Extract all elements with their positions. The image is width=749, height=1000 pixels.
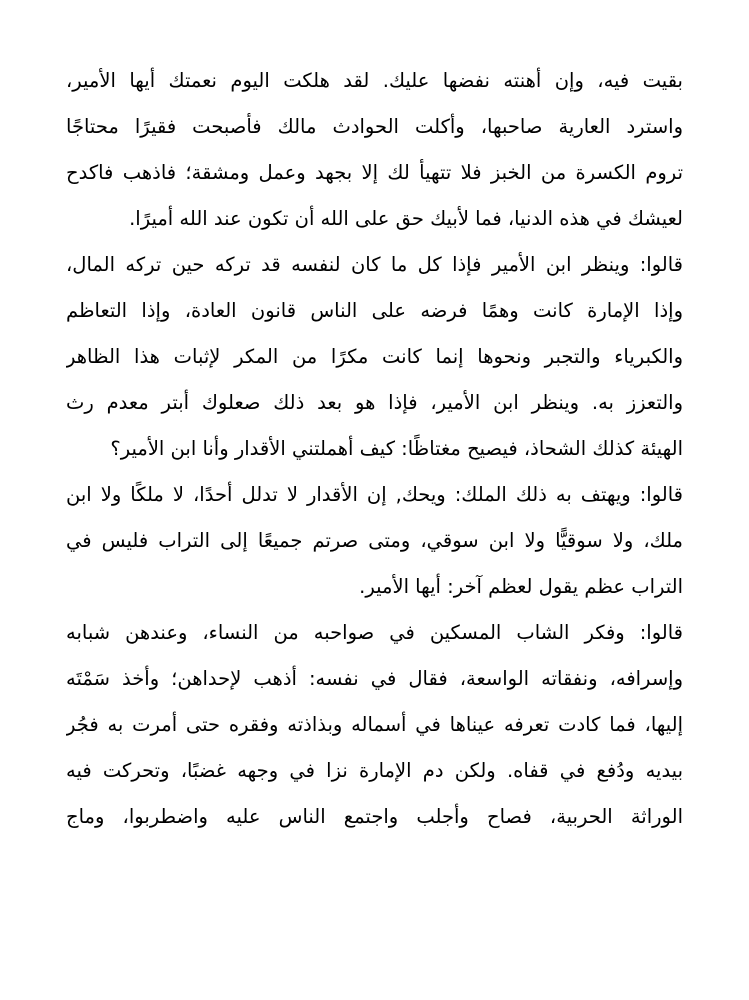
text-line: قالوا: وفكر الشاب المسكين في صواحبه من النساء، وعندهن شبابه (66, 621, 683, 644)
text-line: بيديه ودُفع في قفاه. ولكن دم الإمارة نزا في وجهه غضبًا، وتحركت فيه (66, 759, 683, 782)
text-line: والتعزز به. وينظر ابن الأمير، فإذا هو بعد ذلك صعلوك أبتر معدم رث (66, 391, 683, 414)
text-line: قالوا: ويهتف به ذلك الملك: ويحك, إن الأقدار لا تدلل أحدًا، لا ملكًا ولا ابن (66, 483, 683, 506)
text-line: إليها، فما كادت تعرفه عيناها في أسماله وبذاذته وفقره حتى أمرت به فجُر (66, 713, 683, 736)
text-line: وإذا الإمارة كانت وهمًا فرضه على الناس قانون العادة، وإذا التعاظم (66, 299, 683, 322)
text-line: وإسرافه، ونفقاته الواسعة، فقال في نفسه: أذهب لإحداهن؛ وأخذ سَمْتَه (66, 667, 683, 690)
text-line: قالوا: وينظر ابن الأمير فإذا كل ما كان لنفسه قد تركه حين تركه المال، (66, 253, 683, 276)
text-line: الهيئة كذلك الشحاذ، فيصيح مغتاظًا: كيف أهملتني الأقدار وأنا ابن الأمير؟ (110, 437, 683, 460)
text-line: التراب عظم يقول لعظم آخر: أيها الأمير. (359, 575, 683, 598)
text-line: الوراثة الحربية، فصاح وأجلب واجتمع الناس عليه واضطربوا، وماج (66, 805, 683, 828)
text-line: ملك، ولا سوقيًّا ولا ابن سوقي، ومتى صرتم جميعًا إلى التراب فليس في (66, 529, 683, 552)
document-page (66, 58, 683, 840)
text-line: بقيت فيه، وإن أهنته نفضها عليك. لقد هلكت اليوم نعمتك أيها الأمير، (66, 69, 683, 92)
text-line: تروم الكسرة من الخبز فلا تتهيأ لك إلا بجهد وعمل ومشقة؛ فاذهب فاكدح (66, 161, 683, 184)
text-line: والكبرياء والتجبر ونحوها إنما كانت مكرًا من المكر لإثبات هذا الظاهر (66, 345, 683, 368)
text-line: لعيشك في هذه الدنيا، فما لأبيك حق على الله أن تكون عند الله أميرًا. (129, 207, 683, 230)
text-line: واسترد العارية صاحبها، وأكلت الحوادث مالك فأصبحت فقيرًا محتاجًا (66, 115, 683, 138)
